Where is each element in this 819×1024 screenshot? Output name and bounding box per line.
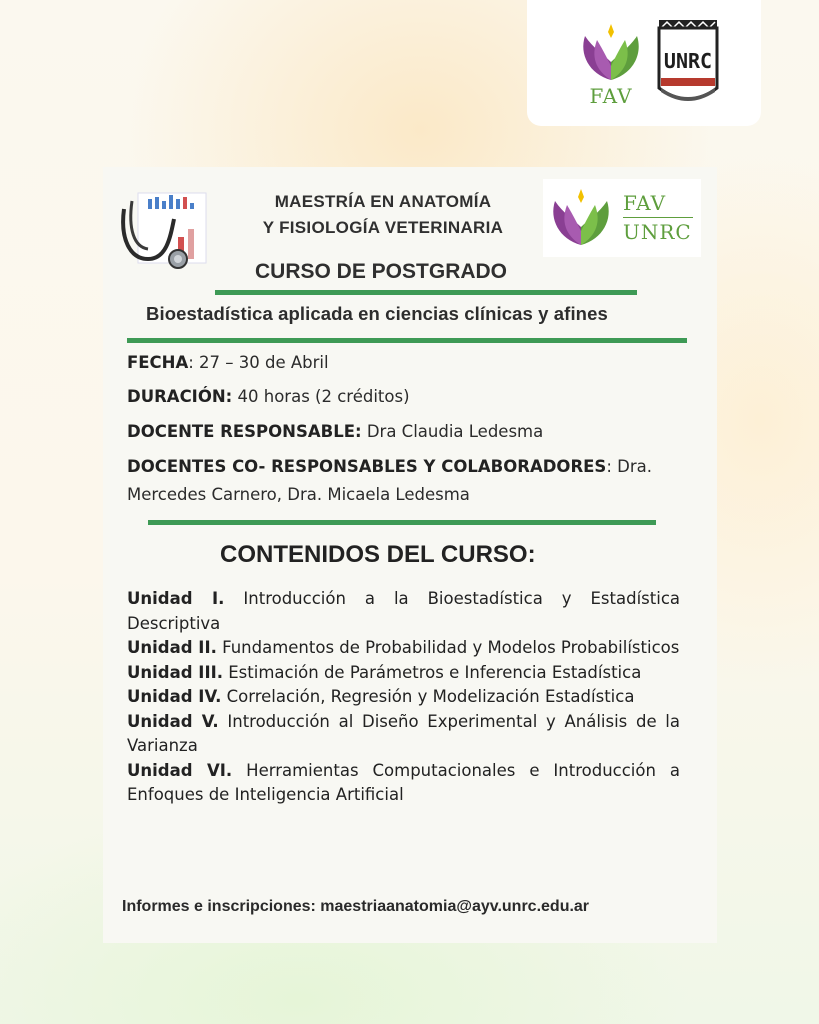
unit-text: Correlación, Regresión y Modelización Estadística bbox=[221, 687, 635, 706]
divider-3 bbox=[148, 520, 656, 525]
unit-text: Introducción al Diseño Experimental y Análisis de la Varianza bbox=[127, 711, 680, 755]
program-title bbox=[233, 189, 533, 241]
list-item bbox=[127, 710, 680, 759]
contents-heading: CONTENIDOS DEL CURSO: bbox=[220, 541, 536, 568]
unit-label: Unidad VI. bbox=[127, 760, 233, 780]
fav-label: FAV bbox=[589, 84, 633, 108]
list-item bbox=[127, 759, 680, 808]
fecha-label: FECHA bbox=[127, 353, 189, 372]
unit-text: Introducción a la Bioestadística y Estadística Descriptiva bbox=[127, 589, 680, 633]
codocentes-value: : Dra. Mercedes Carnero, Dra. Micaela Ledesma bbox=[127, 457, 652, 504]
stethoscope-icon bbox=[118, 189, 210, 271]
unit-text: Herramientas Computacionales e Introducción a Enfoques de Inteligencia Artificial bbox=[127, 760, 681, 804]
info-duracion bbox=[127, 383, 687, 411]
fav-logo bbox=[571, 18, 651, 108]
flyer-panel bbox=[103, 167, 717, 943]
course-type: CURSO DE POSTGRADO bbox=[255, 260, 508, 283]
fav-lotus-icon bbox=[545, 183, 617, 251]
duracion-label: DURACIÓN: bbox=[127, 387, 233, 406]
top-logo-card bbox=[527, 0, 761, 126]
list-item bbox=[127, 587, 680, 636]
course-title: Bioestadística aplicada en ciencias clínicas y afines bbox=[146, 303, 608, 324]
fav-label: FAV bbox=[623, 191, 667, 215]
duracion-value: 40 horas (2 créditos) bbox=[232, 387, 410, 406]
unit-text: Fundamentos de Probabilidad y Modelos Probabilísticos bbox=[216, 638, 680, 657]
logo-divider bbox=[623, 217, 693, 218]
unit-label: Unidad III. bbox=[127, 662, 223, 682]
info-fecha bbox=[127, 349, 687, 377]
docente-value: Dra Claudia Ledesma bbox=[361, 422, 544, 441]
unit-label: Unidad IV. bbox=[127, 687, 222, 706]
info-docente bbox=[127, 418, 687, 446]
divider-1 bbox=[215, 290, 637, 295]
unit-label: Unidad I. bbox=[127, 589, 225, 608]
stethoscope-image bbox=[118, 189, 210, 271]
fav-lotus-icon bbox=[575, 18, 647, 86]
codocentes-label: DOCENTES CO- RESPONSABLES Y COLABORADORES bbox=[127, 457, 607, 476]
fecha-value: : 27 – 30 de Abril bbox=[188, 353, 329, 372]
list-item bbox=[127, 661, 680, 686]
docente-label: DOCENTE RESPONSABLE: bbox=[127, 422, 362, 441]
unit-label: Unidad V. bbox=[127, 711, 219, 731]
program-title-line2: Y FISIOLOGÍA VETERINARIA bbox=[262, 218, 504, 237]
divider-2 bbox=[127, 338, 687, 343]
svg-text:UNRC: UNRC bbox=[663, 49, 713, 73]
unrc-label: UNRC bbox=[623, 220, 692, 244]
units-list bbox=[127, 587, 680, 808]
unit-text: Estimación de Parámetros e Inferencia Estadística bbox=[223, 662, 642, 682]
unit-label: Unidad II. bbox=[127, 638, 217, 657]
unrc-logo bbox=[657, 18, 719, 112]
program-title-line1: MAESTRÍA EN ANATOMÍA bbox=[274, 192, 492, 211]
list-item bbox=[127, 685, 680, 710]
info-codocentes bbox=[127, 453, 687, 509]
fav-unrc-logo bbox=[543, 179, 701, 257]
contact-info: Informes e inscripciones: maestriaanatomia@ayv.unrc.edu.ar bbox=[122, 898, 590, 915]
list-item bbox=[127, 636, 680, 661]
